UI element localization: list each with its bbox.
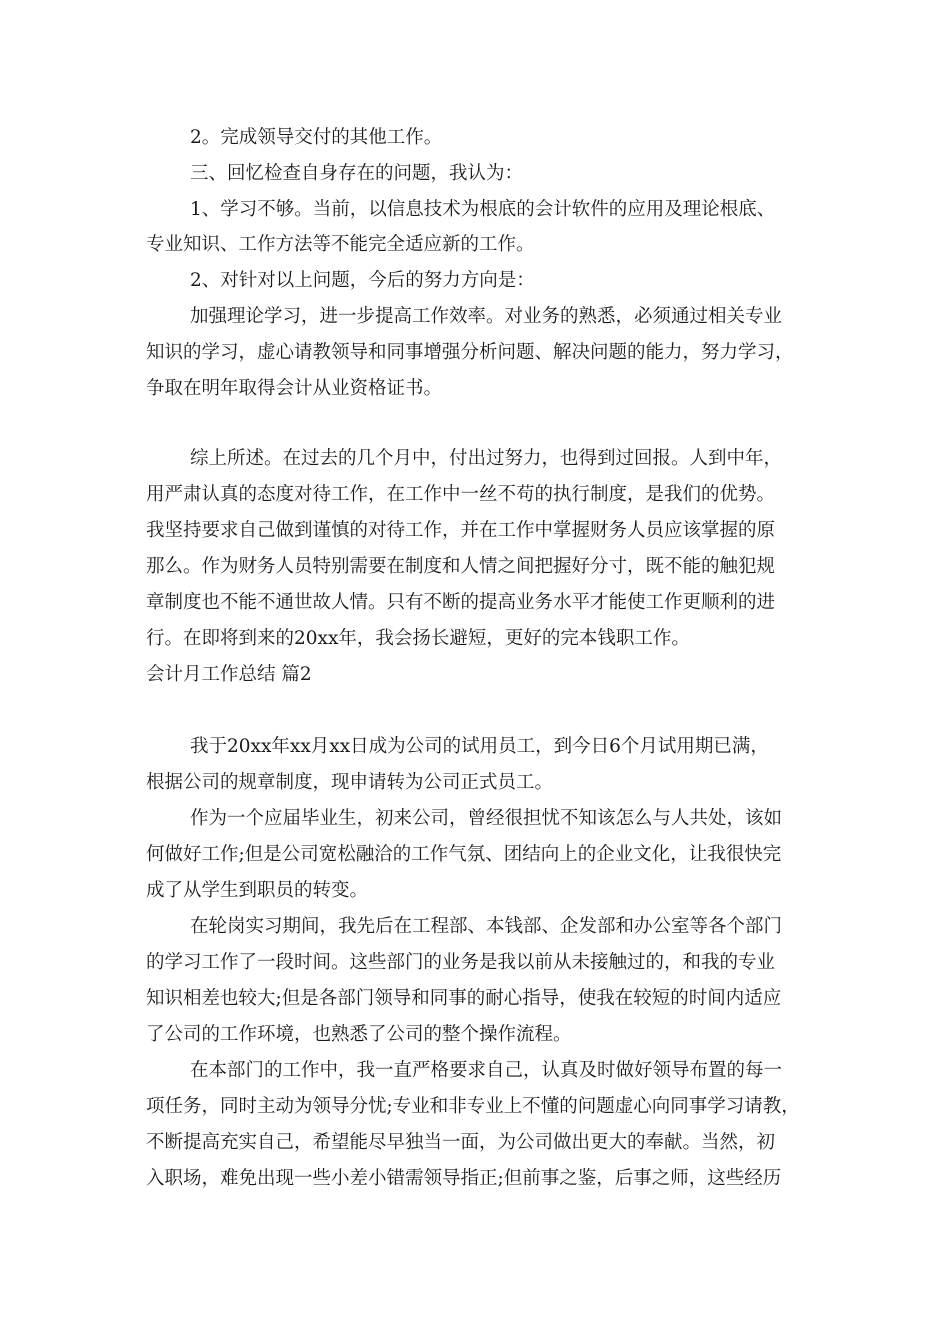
paragraph-line: 我坚持要求自己做到谨慎的对待工作，并在工作中掌握财务人员应该掌握的原 — [146, 520, 776, 541]
paragraph-line: 加强理论学习，进一步提高工作效率。对业务的熟悉，必须通过相关专业 — [190, 306, 783, 327]
paragraph-line: 争取在明年取得会计从业资格证书。 — [146, 378, 443, 399]
paragraph-line: 用严肃认真的态度对待工作，在工作中一丝不苟的执行制度，是我们的优势。 — [146, 484, 776, 505]
paragraph-line: 成了从学生到职员的转变。 — [146, 880, 369, 901]
paragraph-line: 知识相差也较大;但是各部门领导和同事的耐心指导，使我在较短的时间内适应 — [146, 988, 782, 1009]
paragraph-line: 2。完成领导交付的其他工作。 — [190, 127, 443, 148]
paragraph-line: 综上所述。在过去的几个月中，付出过努力，也得到过回报。人到中年， — [190, 448, 783, 469]
paragraph-line: 根据公司的规章制度，现申请转为公司正式员工。 — [146, 772, 554, 793]
paragraph-line: 1、学习不够。当前，以信息技术为根底的会计软件的应用及理论根底、 — [190, 199, 776, 220]
paragraph-line: 项任务，同时主动为领导分忧;专业和非专业上不懂的问题虚心向同事学习请教， — [146, 1096, 800, 1117]
paragraph-line: 了公司的工作环境，也熟悉了公司的整个操作流程。 — [146, 1024, 572, 1045]
paragraph-line: 那么。作为财务人员特别需要在制度和人情之间把握好分寸，既不能的触犯规 — [146, 556, 776, 577]
paragraph-line: 作为一个应届毕业生，初来公司，曾经很担忧不知该怎么与人共处，该如 — [190, 808, 783, 829]
paragraph-line: 行。在即将到来的20xx年，我会扬长避短，更好的完本钱职工作。 — [146, 628, 690, 649]
paragraph-line: 何做好工作;但是公司宽松融洽的工作气氛、团结向上的企业文化，让我很快完 — [146, 844, 782, 865]
paragraph-line: 在轮岗实习期间，我先后在工程部、本钱部、企发部和办公室等各个部门 — [190, 916, 783, 937]
paragraph-line: 章制度也不能不通世故人情。只有不断的提高业务水平才能使工作更顺利的进 — [146, 592, 776, 613]
paragraph-line: 的学习工作了一段时间。这些部门的业务是我以前从未接触过的，和我的专业 — [146, 952, 776, 973]
section-heading: 三、回忆检查自身存在的问题，我认为： — [190, 163, 524, 184]
paragraph-line: 入职场，难免出现一些小差小错需领导指正;但前事之鉴，后事之师，这些经历 — [146, 1168, 782, 1189]
paragraph-line: 我于20xx年xx月xx日成为公司的试用员工，到今日6个月试用期已满， — [190, 736, 769, 757]
paragraph-line: 2、对针对以上问题，今后的努力方向是： — [190, 270, 535, 291]
paragraph-line: 专业知识、工作方法等不能完全适应新的工作。 — [146, 234, 535, 255]
paragraph-line: 知识的学习，虚心请教领导和同事增强分析问题、解决问题的能力，努力学习， — [146, 342, 794, 363]
paragraph-line: 不断提高充实自己，希望能尽早独当一面，为公司做出更大的奉献。当然，初 — [146, 1132, 776, 1153]
document-title: 会计月工作总结 篇2 — [146, 664, 312, 685]
paragraph-line: 在本部门的工作中，我一直严格要求自己，认真及时做好领导布置的每一 — [190, 1060, 783, 1081]
